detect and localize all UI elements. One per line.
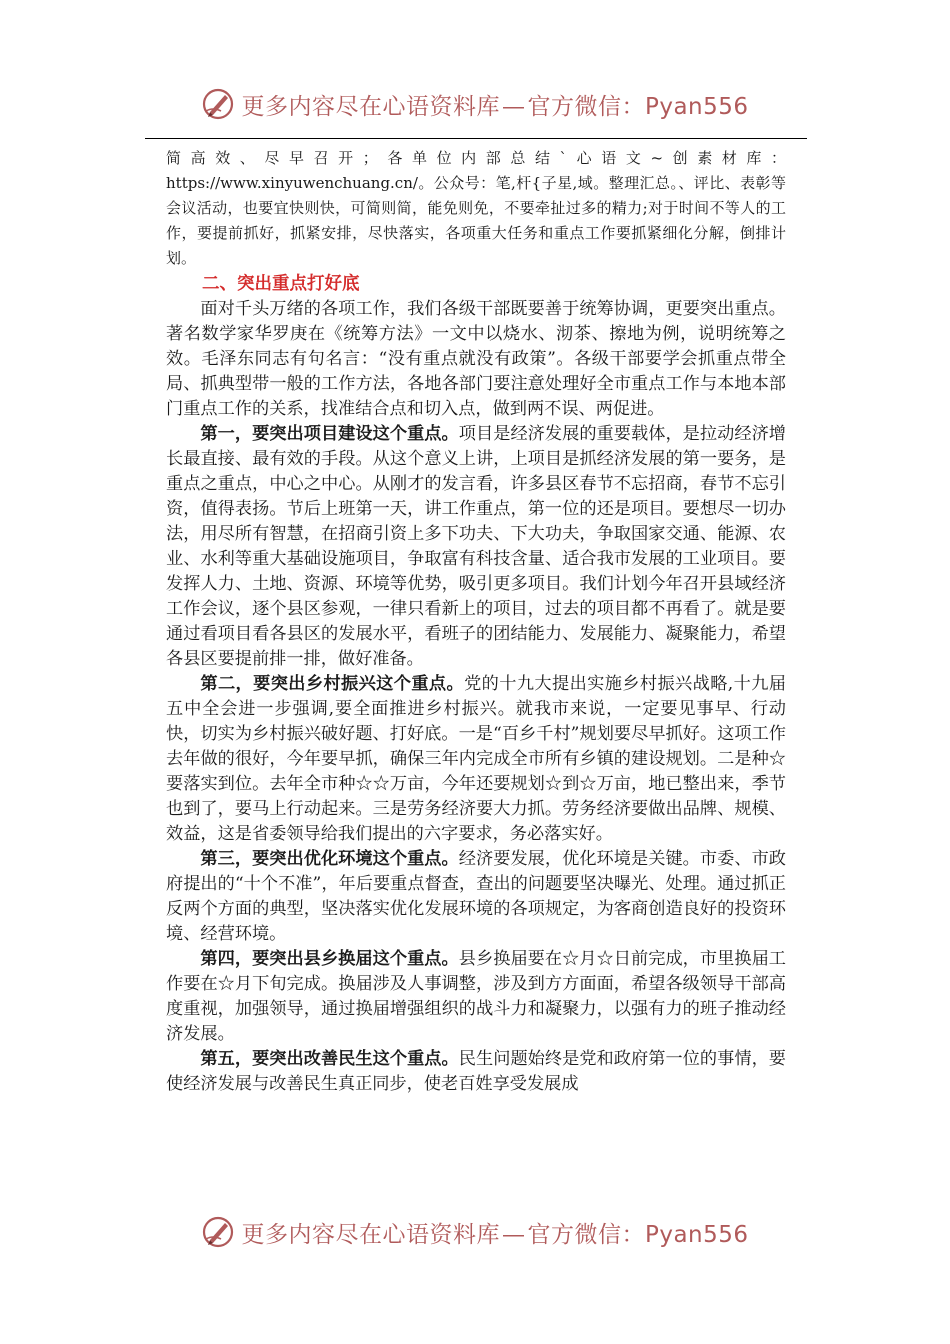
paragraph-text: 经济要发展，优化环境是关键。市委、市政府提出的“十个不准”，年后要重点督查，查出的问题要坚决曝光、处理。通过抓正反两个方面的典型，坚决落实优化发展环境的各项规定，为客商创造良好的投资环境、经营环境。: [166, 849, 786, 944]
banner-separator: —: [501, 93, 526, 120]
document-body: [166, 146, 786, 1097]
banner-wechat-id: Pyan556: [644, 1221, 749, 1248]
banner-text: [241, 88, 748, 121]
paragraph-text: 面对千头万绪的各项工作，我们各级干部既要善于统筹协调，更要突出重点。著名数学家华罗庚在《统筹方法》一文中以烧水、沏茶、擦地为例，说明统筹之效。毛泽东同志有句名言：“没有重点就没有政策”。各级干部要学会抓重点带全局、抓典型带一般的工作方法，各地各部门要注意处理好全市重点工作与本地本部门重点工作的关系，找准结合点和切入点，做到两不误、两促进。: [166, 299, 786, 419]
paragraph-text: 党的十九大提出实施乡村振兴战略,十九届五中全会进一步强调,要全面推进乡村振兴。就我市来说，一定要见事早、行动快，切实为乡村振兴破好题、打好底。一是“百乡千村”规划要尽早抓好。这项工作去年做的很好，今年要早抓，确保三年内完成全市所有乡镇的建设规划。二是种☆要落实到位。去年全市种☆☆万亩，今年还要规划☆到☆万亩，地已整出来，季节也到了，要马上行动起来。三是劳务经济要大力抓。劳务经济要做出品牌、规模、效益，这是省委领导给我们提出的六字要求，务必落实好。: [166, 674, 786, 844]
paragraph-lead: 第一，要突出项目建设这个重点。: [200, 424, 459, 444]
banner-title: 更多内容尽在心语资料库: [241, 93, 500, 120]
banner-label: 官方微信：: [527, 93, 645, 120]
paragraph-text: 县乡换届要在☆月☆日前完成，市里换届工作要在☆月下旬完成。换届涉及人事调整，涉及到方方面面，希望各级领导干部高度重视，加强领导，通过换届增强组织的战斗力和凝聚力，以强有力的班子推动经济发展。: [166, 949, 786, 1044]
pen-logo-icon: [201, 1215, 235, 1249]
paragraph-lead: 第五，要突出改善民生这个重点。: [200, 1049, 459, 1069]
body-paragraph-6: [166, 1047, 786, 1097]
body-paragraph-1: [166, 297, 786, 422]
intro-paragraph: 简高效、尽早召开；各单位内部总结`心语文~创素材库：https://www.xinyuwenchuang.cn/。公众号：笔,杆{子星,域。整理汇总。、评比、表彰等会议活动，也要宜快则快，可简则简，能免则免，不要牵扯过多的精力;对于时间不等人的工作，要提前抓好，抓紧安排，尽快落实，各项重大任务和重点工作要抓紧细化分解，倒排计划。: [166, 149, 786, 267]
banner-title: 更多内容尽在心语资料库: [241, 1221, 500, 1248]
body-paragraph-2: [166, 422, 786, 672]
banner-text: [241, 1216, 748, 1249]
body-paragraph-5: [166, 947, 786, 1047]
banner-wechat-id: Pyan556: [644, 93, 749, 120]
footer-banner: [0, 1210, 950, 1254]
pen-logo-icon: [201, 87, 235, 121]
paragraph-text: 项目是经济发展的重要载体，是拉动经济增长最直接、最有效的手段。从这个意义上讲，上项目是抓经济发展的第一要务，是重点之重点，中心之中心。从刚才的发言看，许多县区春节不忘招商，春节不忘引资，值得表扬。节后上班第一天，讲工作重点，第一位的还是项目。要想尽一切办法，用尽所有智慧，在招商引资上多下功夫、下大功夫，争取国家交通、能源、农业、水利等重大基础设施项目，争取富有科技含量、适合我市发展的工业项目。要发挥人力、土地、资源、环境等优势，吸引更多项目。我们计划今年召开县域经济工作会议，逐个县区参观，一律只看新上的项目，过去的项目都不再看了。就是要通过看项目看各县区的发展水平，看班子的团结能力、发展能力、凝聚能力，希望各县区要提前排一排，做好准备。: [166, 424, 786, 669]
banner-label: 官方微信：: [527, 1221, 645, 1248]
paragraph-lead: 第二，要突出乡村振兴这个重点。: [200, 674, 465, 694]
paragraph-lead: 第三，要突出优化环境这个重点。: [200, 849, 459, 869]
body-paragraph-4: [166, 847, 786, 947]
header-banner: [0, 82, 950, 126]
banner-separator: —: [501, 1221, 526, 1248]
body-paragraph-3: [166, 672, 786, 847]
paragraph-lead: 第四，要突出县乡换届这个重点。: [200, 949, 459, 969]
section-heading: 二、突出重点打好底: [202, 274, 360, 294]
paragraph-text: 民生问题始终是党和政府第一位的事情，要使经济发展与改善民生真正同步，使老百姓享受发展成: [166, 1049, 786, 1094]
header-rule: [145, 138, 807, 139]
